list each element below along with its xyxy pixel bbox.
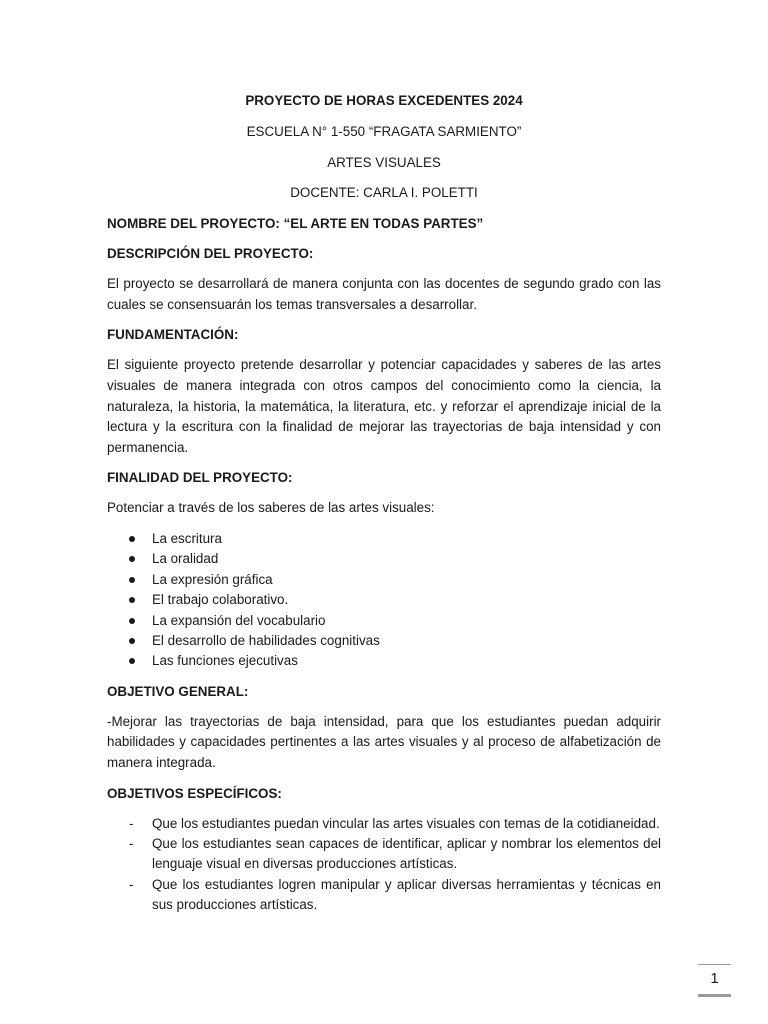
list-item: - Que los estudiantes logren manipular y aplicar diversas herramientas y técnicas en sus producciones artísticas.: [129, 876, 661, 913]
list-item: Las funciones ejecutivas: [107, 651, 661, 671]
document-page: [107, 91, 661, 916]
objetivo-general-text: -Mejorar las trayectorias de baja intensidad, para que los estudiantes puedan adquirir habilidades y capacidades pertinentes a las artes visuales y al proceso de alfabetización de manera integrada.: [107, 713, 661, 770]
finalidad-list: [107, 529, 661, 672]
dash-marker: -: [129, 815, 134, 831]
bullet-icon: [129, 577, 135, 583]
bullet-icon: [129, 618, 135, 624]
project-name: NOMBRE DEL PROYECTO: “EL ARTE EN TODAS PARTES”: [107, 216, 484, 232]
finalidad-heading: FINALIDAD DEL PROYECTO:: [107, 470, 293, 486]
bullet-icon: [129, 658, 135, 664]
page-number: 1: [698, 964, 731, 997]
finalidad-intro: Potenciar a través de los saberes de las artes visuales:: [107, 500, 435, 516]
bullet-icon: [129, 597, 135, 603]
list-item: La expansión del vocabulario: [107, 611, 661, 631]
dash-marker: -: [129, 835, 134, 851]
subject-name: ARTES VISUALES: [327, 154, 441, 170]
fundamentacion-heading: FUNDAMENTACIÓN:: [107, 327, 239, 343]
bullet-icon: [129, 556, 135, 562]
bullet-icon: [129, 536, 135, 542]
teacher-name: DOCENTE: CARLA I. POLETTI: [290, 185, 478, 201]
objetivos-especificos-list: [107, 814, 661, 916]
list-item: El desarrollo de habilidades cognitivas: [107, 631, 661, 651]
list-item: - Que los estudiantes sean capaces de identificar, aplicar y nombrar los elementos del lenguaje visual en diversas producciones artísticas.: [129, 835, 661, 872]
dash-marker: -: [129, 876, 134, 892]
objetivo-general-heading: OBJETIVO GENERAL:: [107, 683, 249, 699]
description-heading: DESCRIPCIÓN DEL PROYECTO:: [107, 246, 314, 262]
list-item: La oralidad: [107, 549, 661, 569]
list-item: El trabajo colaborativo.: [107, 590, 661, 610]
description-text: El proyecto se desarrollará de manera conjunta con las docentes de segundo grado con las cuales se consensuarán los temas transversales a desarrollar.: [107, 276, 661, 312]
document-title: PROYECTO DE HORAS EXCEDENTES 2024: [245, 93, 523, 108]
list-item: La expresión gráfica: [107, 570, 661, 590]
list-item: - Que los estudiantes puedan vincular las artes visuales con temas de la cotidianeidad.: [107, 814, 661, 834]
list-item: La escritura: [107, 529, 661, 549]
school-name: ESCUELA N° 1-550 “FRAGATA SARMIENTO”: [246, 123, 522, 139]
objetivos-especificos-heading: OBJETIVOS ESPECÍFICOS:: [107, 785, 282, 801]
bullet-icon: [129, 638, 135, 644]
fundamentacion-text: El siguiente proyecto pretende desarrollar y potenciar capacidades y saberes de las artes visuales de manera integrada con otros campos del conocimiento como la ciencia, la naturaleza, la historia, la matemática, la literatura, etc. y reforzar el aprendizaje inicial de la lectura y la escritura con la finalidad de mejorar las trayectorias de baja intensidad y con permanencia.: [107, 357, 661, 455]
